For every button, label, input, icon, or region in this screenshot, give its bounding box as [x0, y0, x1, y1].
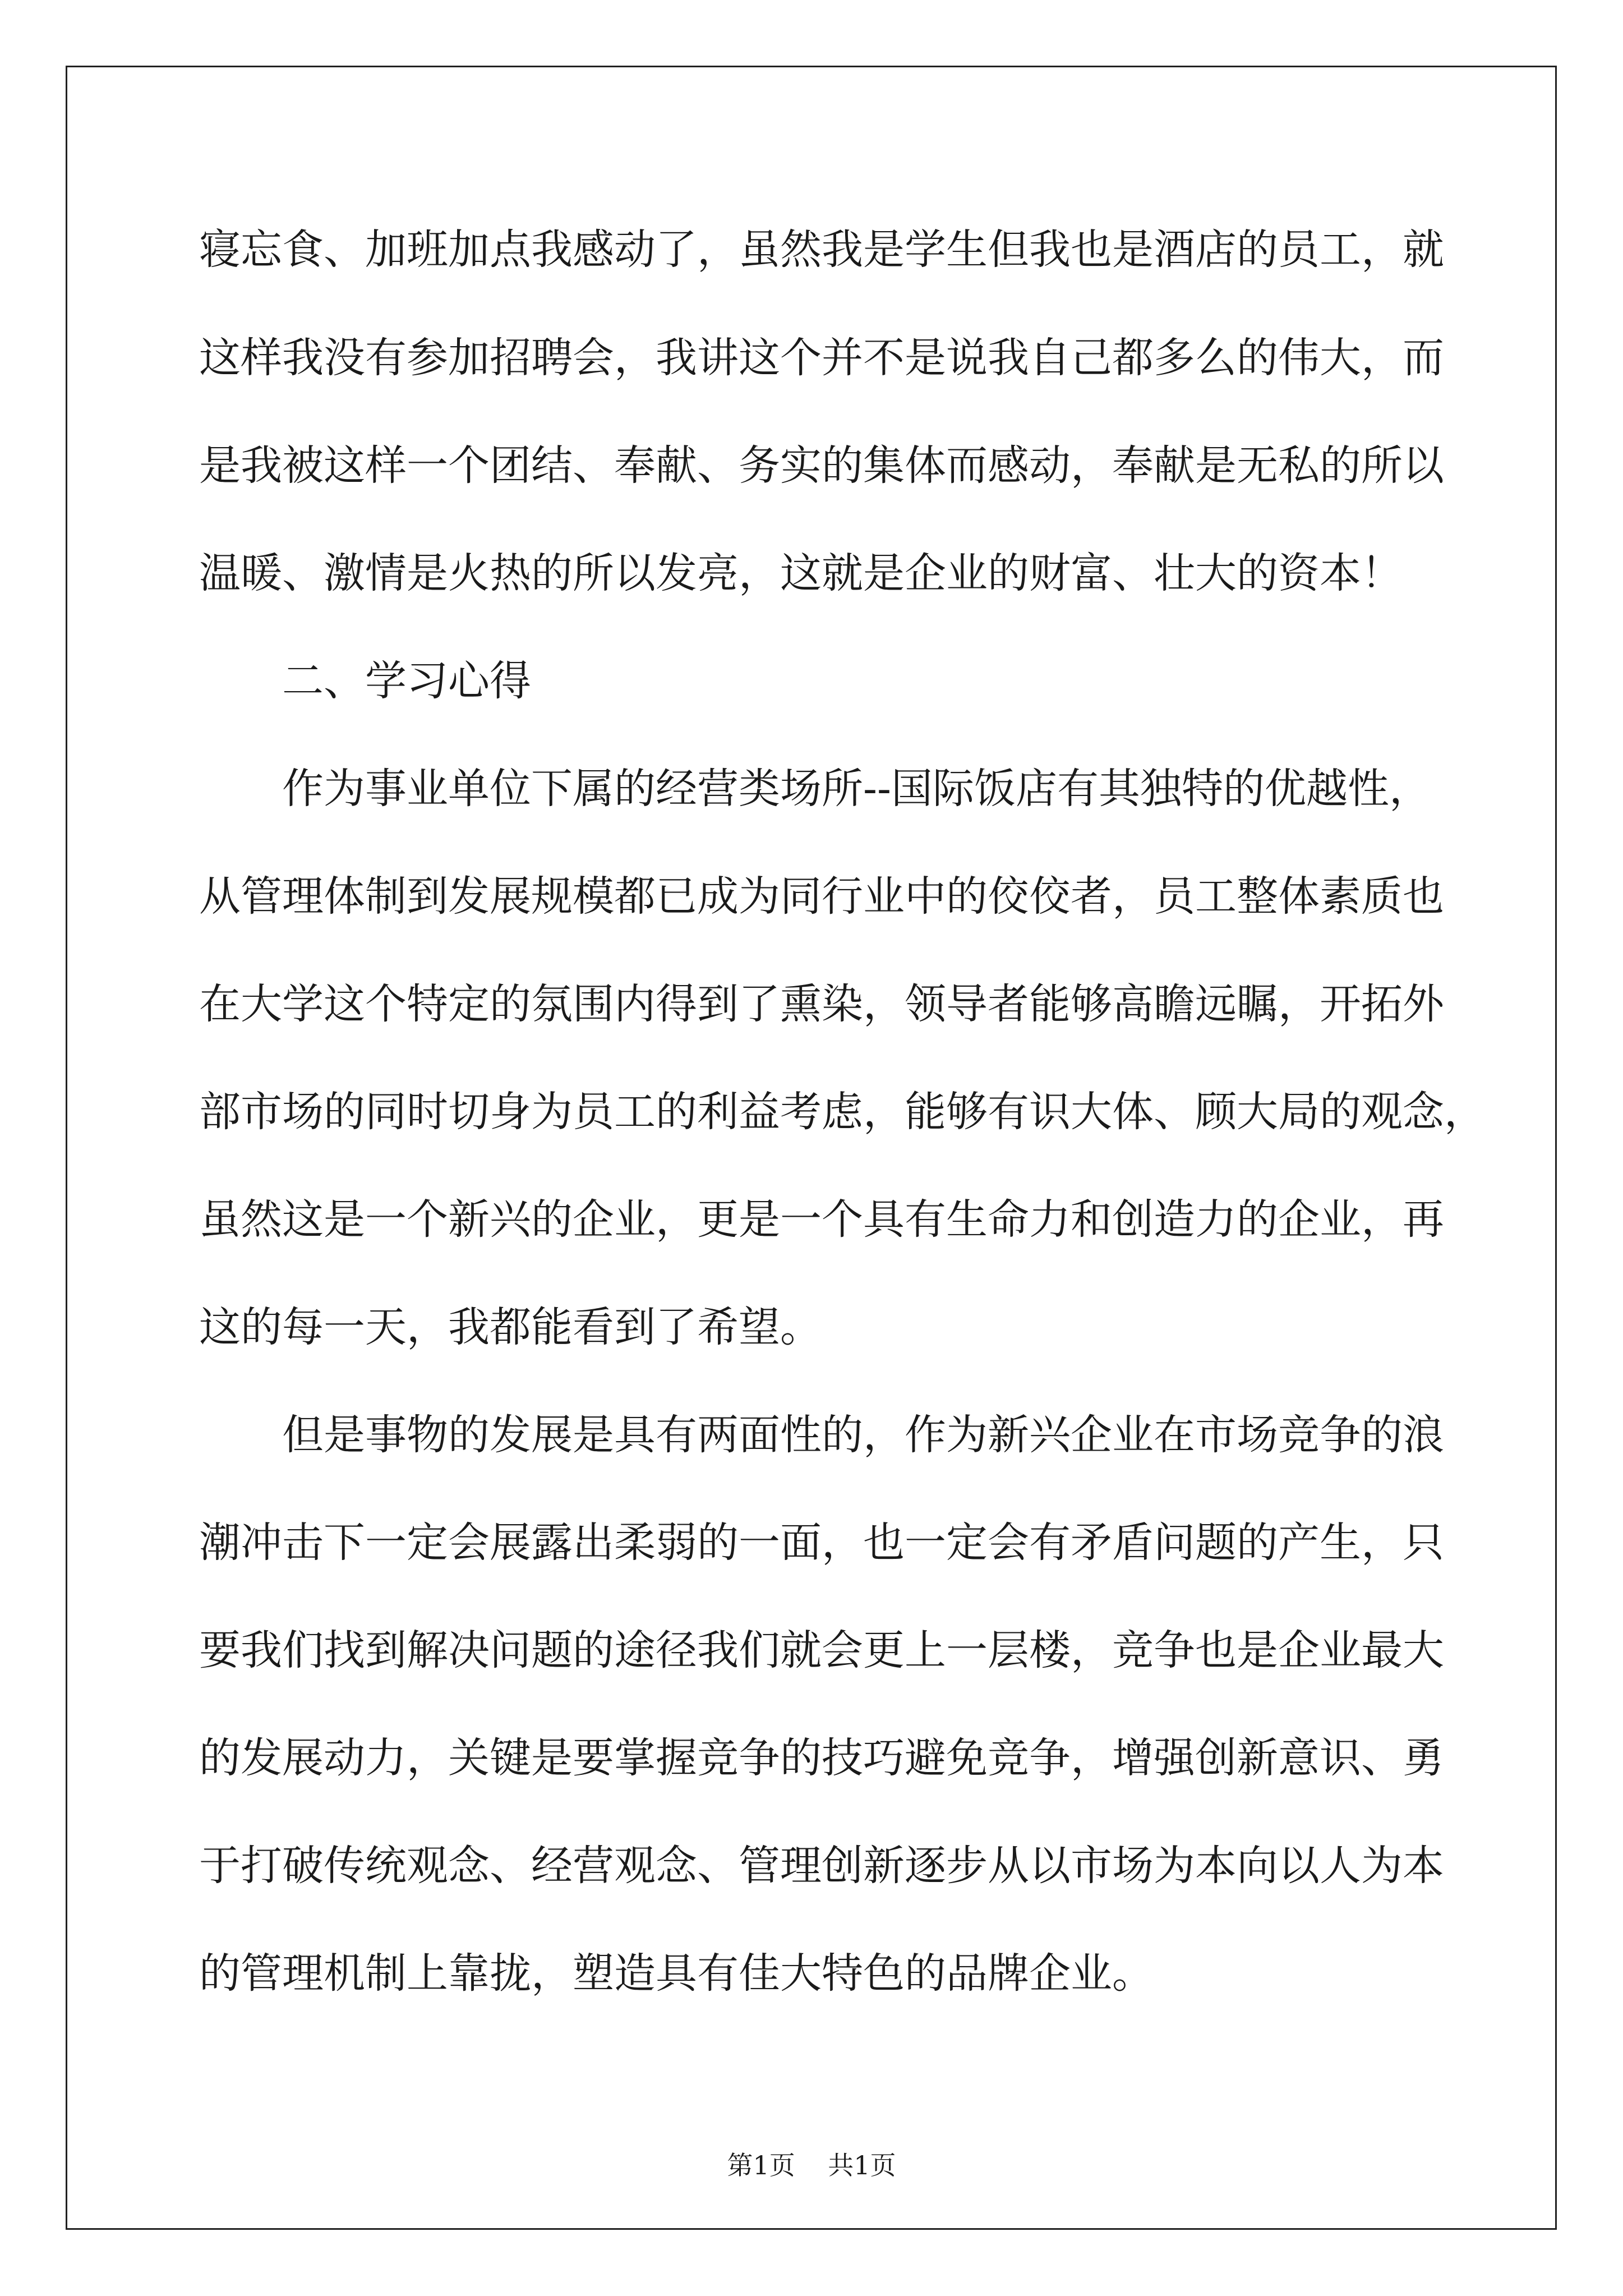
text-line: 寝忘食、加班加点我感动了，虽然我是学生但我也是酒店的员工，就 [199, 226, 1444, 274]
text-line: 温暖、激情是火热的所以发亮，这就是企业的财富、壮大的资本！ [199, 549, 1403, 597]
text-line: 的管理机制上靠拢，塑造具有佳大特色的品牌企业。 [199, 1949, 1154, 1998]
text-line: 这样我没有参加招聘会，我讲这个并不是说我自己都多么的伟大，而 [199, 334, 1444, 382]
page-border [66, 66, 1557, 2230]
footer-gap [795, 2150, 828, 2180]
text-line: 作为事业单位下属的经营类场所--国际饭店有其独特的优越性， [199, 765, 1431, 813]
page-footer [0, 2148, 1623, 2182]
total-pages: 共1页 [828, 2150, 896, 2180]
page-number: 第1页 [727, 2150, 795, 2180]
text-line: 从管理体制到发展规模都已成为同行业中的佼佼者，员工整体素质也 [199, 872, 1444, 921]
text-line: 在大学这个特定的氛围内得到了熏染，领导者能够高瞻远瞩，开拓外 [199, 980, 1444, 1028]
section-heading: 二、学习心得 [199, 657, 531, 705]
text-line: 部市场的同时切身为员工的利益考虑，能够有识大体、顾大局的观念， [199, 1088, 1486, 1136]
text-line: 的发展动力，关键是要掌握竞争的技巧避免竞争，增强创新意识、勇 [199, 1734, 1444, 1782]
text-line: 这的每一天，我都能看到了希望。 [199, 1303, 822, 1351]
text-line: 但是事物的发展是具有两面性的，作为新兴企业在市场竞争的浪 [199, 1411, 1444, 1459]
text-line: 于打破传统观念、经营观念、管理创新逐步从以市场为本向以人为本 [199, 1842, 1444, 1890]
text-line: 要我们找到解决问题的途径我们就会更上一层楼，竞争也是企业最大 [199, 1626, 1444, 1674]
text-line: 是我被这样一个团结、奉献、务实的集体而感动，奉献是无私的所以 [199, 441, 1444, 490]
text-line: 潮冲击下一定会展露出柔弱的一面，也一定会有矛盾问题的产生，只 [199, 1519, 1444, 1567]
text-line: 虽然这是一个新兴的企业，更是一个具有生命力和创造力的企业，再 [199, 1195, 1444, 1244]
